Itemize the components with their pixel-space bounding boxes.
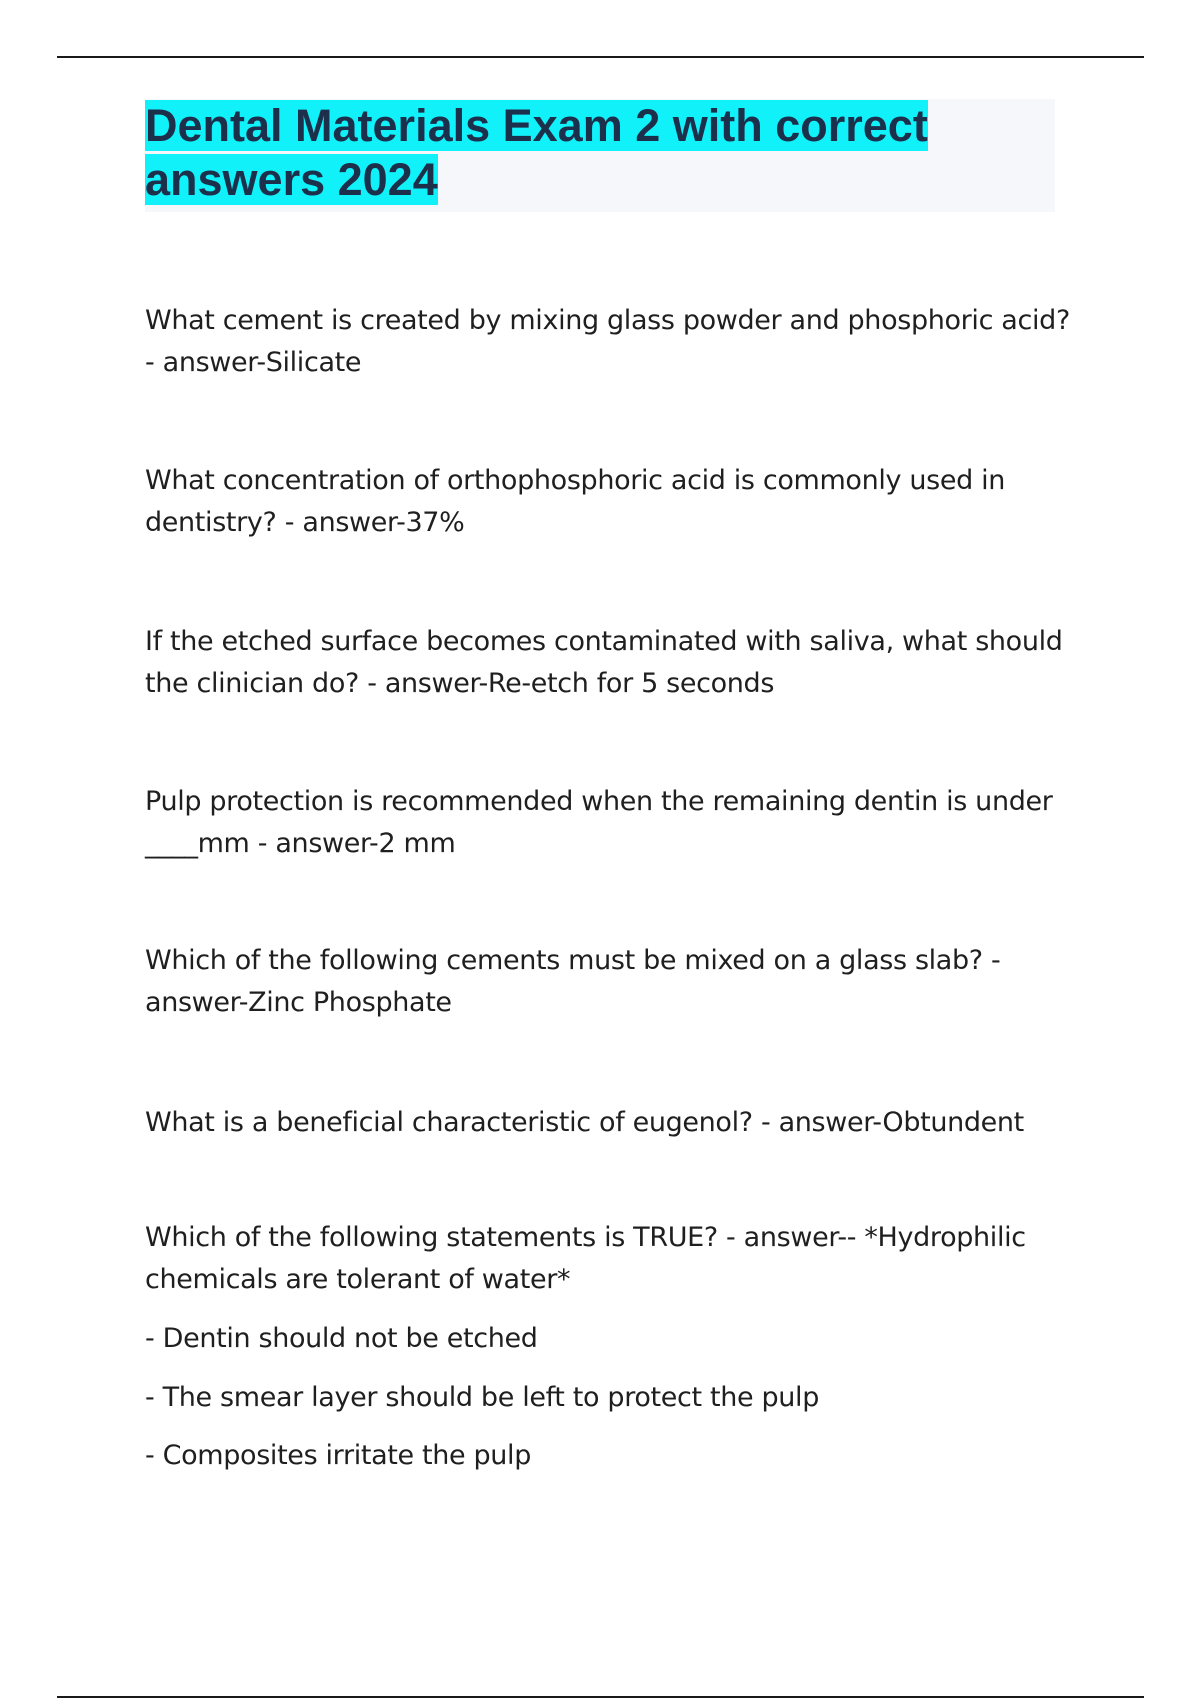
answer-option: - Dentin should not be etched <box>145 1323 538 1354</box>
answer-option: - The smear layer should be left to protect the pulp <box>145 1382 819 1413</box>
question-item: Which of the following statements is TRUE? - answer-- *Hydrophilic chemicals are tolerant of water* <box>145 1222 1034 1295</box>
question-item: Which of the following cements must be mixed on a glass slab? - answer-Zinc Phosphate <box>145 945 1009 1018</box>
question-item: What cement is created by mixing glass powder and phosphoric acid? - answer-Silicate <box>145 305 1079 378</box>
question-item: Pulp protection is recommended when the remaining dentin is under ____mm - answer-2 mm <box>145 786 1061 859</box>
header-rule <box>57 56 1144 58</box>
question-item: If the etched surface becomes contaminated with saliva, what should the clinician do? - answer-Re-etch for 5 seconds <box>145 626 1071 699</box>
document-title <box>145 99 1055 207</box>
footer-rule <box>57 1696 1144 1698</box>
question-item: What concentration of orthophosphoric acid is commonly used in dentistry? - answer-37% <box>145 465 1014 538</box>
answer-option: - Composites irritate the pulp <box>145 1440 531 1471</box>
title-line-2: answers 2024 <box>145 154 438 205</box>
question-item: What is a beneficial characteristic of eugenol? - answer-Obtundent <box>145 1107 1024 1138</box>
title-block <box>145 99 1055 212</box>
title-line-1: Dental Materials Exam 2 with correct <box>145 100 928 151</box>
